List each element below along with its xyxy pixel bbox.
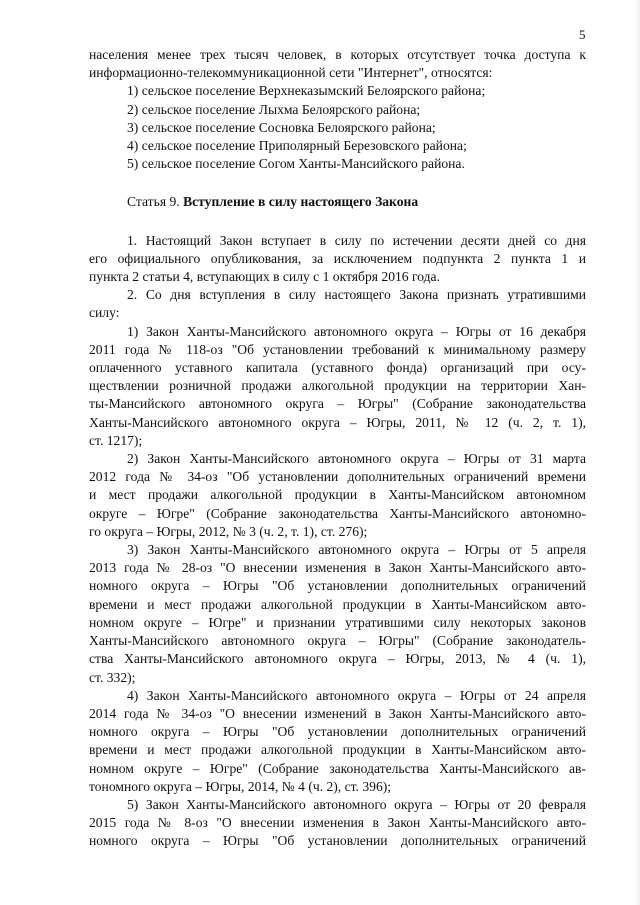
page-number: 5 xyxy=(579,27,586,42)
law-line: номного округа – Югры "Об установлении дополнительных ограничений xyxy=(89,578,586,594)
repealed-law-5 xyxy=(89,796,586,851)
settlement-list xyxy=(89,82,586,173)
paragraph-line: силу: xyxy=(89,305,120,321)
law-line: 2014 года № 34-оз "О внесении изменений в Закон Ханты-Мансийского авто- xyxy=(89,705,586,721)
law-line: 2013 года № 28-оз "О внесении изменения в Закон Ханты-Мансийского авто- xyxy=(89,560,586,576)
paragraph-line: пункта 2 статьи 4, вступающих в силу с 1 октября 2016 года. xyxy=(89,269,440,285)
paragraph-2 xyxy=(89,286,586,322)
repealed-law-3 xyxy=(89,541,586,687)
law-line: номного округа – Югры "Об установлении дополнительных ограничений xyxy=(89,833,586,849)
law-line: 2012 года № 34-оз "Об установлении дополнительных ограничений времени xyxy=(89,469,586,485)
article-title: Вступление в силу настоящего Закона xyxy=(183,194,419,210)
paragraph-line: его официального опубликования, за исключением подпункта 2 пункта 1 и xyxy=(89,250,586,266)
settlement-item: 4) сельское поселение Приполярный Березовского района; xyxy=(127,138,467,154)
law-line: 2015 года № 8-оз "О внесении изменения в Закон Ханты-Мансийского авто- xyxy=(89,815,586,831)
intro-line: населения менее трех тысяч человек, в которых отсутствует точка доступа к xyxy=(89,47,586,62)
article-heading xyxy=(89,193,586,211)
law-line: номном округе – Югре" и признании утратившими силу некоторых законов xyxy=(89,614,586,630)
law-line: времени и мест продажи алкогольной продукции в Ханты-Мансийском авто- xyxy=(89,742,586,758)
repealed-law-4 xyxy=(89,687,586,796)
intro-paragraph xyxy=(89,46,586,82)
law-line: ты-Мансийского автономного округа – Югры" (Собрание законодательства xyxy=(89,396,586,412)
settlement-item: 2) сельское поселение Лыхма Белоярского района; xyxy=(127,101,421,117)
law-line: ст. 332); xyxy=(89,669,136,685)
settlement-item: 1) сельское поселение Верхнеказымский Белоярского района; xyxy=(127,83,486,99)
law-line: го округа – Югры, 2012, № 3 (ч. 2, т. 1), ст. 276); xyxy=(89,523,368,539)
repealed-law-2 xyxy=(89,450,586,541)
law-line: времени и мест продажи алкогольной продукции в Ханты-Мансийском авто- xyxy=(89,596,586,612)
law-line: и мест продажи алкогольной продукции в Ханты-Мансийском автономном xyxy=(89,487,586,503)
law-line: округе – Югре" (Собрание законодательства Ханты-Мансийского автономно- xyxy=(89,505,586,521)
law-line: Ханты-Мансийского автономного округа – Югры, 2011, № 12 (ч. 2, т. 1), xyxy=(89,414,586,430)
paragraph-line: 1. Настоящий Закон вступает в силу по истечении десяти дней со дня xyxy=(127,232,586,248)
repealed-law-1 xyxy=(89,323,586,450)
article-prefix: Статья 9. xyxy=(127,194,184,210)
law-line: ществлении розничной продажи алкогольной продукции на территории Хан- xyxy=(89,378,586,394)
law-line: ства Ханты-Мансийского автономного округа – Югры, 2013, № 4 (ч. 1), xyxy=(89,651,586,667)
law-line: тономного округа – Югры, 2014, № 4 (ч. 2), ст. 396); xyxy=(89,778,392,794)
law-line: оплаченного уставного капитала (уставного фонда) организаций при осу- xyxy=(89,360,586,376)
law-line: Ханты-Мансийского автономного округа – Югры" (Собрание законодатель- xyxy=(89,633,586,649)
law-line: номном округе – Югре" (Собрание законодательства Ханты-Мансийского ав- xyxy=(89,760,586,776)
law-line: 3) Закон Ханты-Мансийского автономного округа – Югры от 5 апреля xyxy=(127,542,586,558)
paragraph-1 xyxy=(89,232,586,287)
paragraph-line: 2. Со дня вступления в силу настоящего Закона признать утратившими xyxy=(127,287,586,303)
law-line: ст. 1217); xyxy=(89,432,143,448)
law-line: 1) Закон Ханты-Мансийского автономного округа – Югры от 16 декабря xyxy=(127,323,586,339)
law-line: 2) Закон Ханты-Мансийского автономного округа – Югры от 31 марта xyxy=(127,451,586,467)
intro-line: информационно-телекоммуникационной сети "Интернет", относятся: xyxy=(89,65,493,81)
law-line: 4) Закон Ханты-Мансийского автономного округа – Югры от 24 апреля xyxy=(127,687,586,703)
law-line: номного округа – Югры "Об установлении дополнительных ограничений xyxy=(89,724,586,740)
law-line: 2011 года № 118-оз "Об установлении требований к минимальному размеру xyxy=(89,341,586,357)
settlement-item: 3) сельское поселение Сосновка Белоярского района; xyxy=(127,119,436,135)
document-body xyxy=(89,46,586,851)
scan-edge-shadow xyxy=(634,0,640,905)
law-line: 5) Закон Ханты-Мансийского автономного округа – Югры от 20 февраля xyxy=(127,796,586,812)
settlement-item: 5) сельское поселение Согом Ханты-Мансийского района. xyxy=(127,156,465,172)
